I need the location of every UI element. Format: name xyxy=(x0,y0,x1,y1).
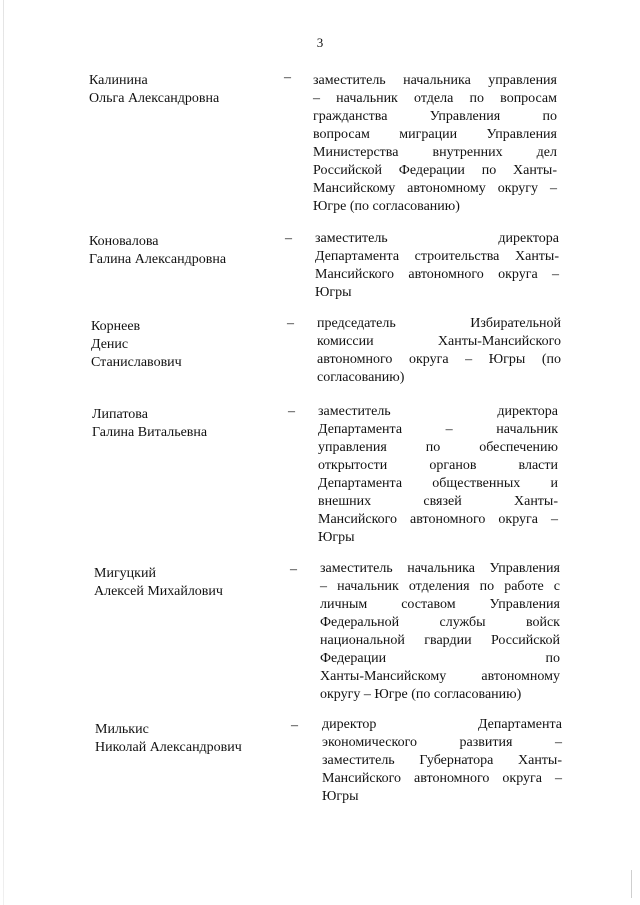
role-line: управления по обеспечению xyxy=(318,440,558,455)
role-line: комиссии Ханты-Мансийского xyxy=(317,334,561,349)
role-line: Югры xyxy=(322,789,359,804)
role-line: гражданства Управления по xyxy=(313,109,557,124)
role-line: заместитель директора xyxy=(318,404,558,419)
role-line: Российской Федерации по Ханты- xyxy=(313,163,557,178)
person-name-line: Ольга Александровна xyxy=(89,91,220,106)
person-name xyxy=(89,233,279,269)
role-line: Югры xyxy=(315,285,352,300)
person-name-line: Галина Александровна xyxy=(89,252,227,267)
role-line: согласованию) xyxy=(317,370,405,385)
person-role xyxy=(317,315,561,387)
role-line: национальной гвардии Российской xyxy=(320,633,560,648)
role-line: Мансийского автономного округа – xyxy=(322,771,562,786)
separator-dash: – xyxy=(284,70,291,85)
separator-dash: – xyxy=(287,316,294,331)
role-line: директор Департамента xyxy=(322,717,562,732)
role-line: – начальник отдела по вопросам xyxy=(313,91,557,106)
role-line: Мансийского автономного округа – xyxy=(315,267,559,282)
person-name-line: Николай Александрович xyxy=(95,740,242,755)
person-name xyxy=(92,406,282,442)
role-line: Ханты-Мансийскому автономному xyxy=(320,669,560,684)
person-name-line: Коновалова xyxy=(89,234,159,249)
person-role xyxy=(318,403,558,547)
person-name-line: Милькис xyxy=(95,722,149,737)
person-role xyxy=(313,72,557,216)
role-line: Югры xyxy=(318,530,355,545)
person-name-line: Мигуцкий xyxy=(94,566,156,581)
role-line: Мансийскому автономному округу – xyxy=(313,181,557,196)
person-role xyxy=(320,560,560,704)
role-line: заместитель начальника управления xyxy=(313,73,557,88)
role-line: Югре (по согласованию) xyxy=(313,199,460,214)
scan-edge-right xyxy=(631,870,632,898)
person-name-line: Корнеев xyxy=(91,319,141,334)
person-name-line: Липатова xyxy=(92,407,148,422)
person-role xyxy=(322,716,562,806)
role-line: экономического развития – xyxy=(322,735,562,750)
role-line: вопросам миграции Управления xyxy=(313,127,557,142)
role-line: заместитель начальника Управления xyxy=(320,561,560,576)
role-line: Министерства внутренних дел xyxy=(313,145,557,160)
separator-dash: – xyxy=(290,562,297,577)
role-line: Департамента строительства Ханты- xyxy=(315,249,559,264)
role-line: Департамента общественных и xyxy=(318,476,558,491)
person-name xyxy=(95,721,285,757)
person-name-line: Галина Витальевна xyxy=(92,425,208,440)
role-line: личным составом Управления xyxy=(320,597,560,612)
person-name-line: Станиславович xyxy=(91,355,182,370)
role-line: открытости органов власти xyxy=(318,458,558,473)
separator-dash: – xyxy=(291,718,298,733)
role-line: председатель Избирательной xyxy=(317,316,561,331)
role-line: заместитель Губернатора Ханты- xyxy=(322,753,562,768)
scan-edge-left xyxy=(3,0,4,905)
separator-dash: – xyxy=(285,231,292,246)
person-name xyxy=(94,565,284,601)
role-line: внешних связей Ханты- xyxy=(318,494,558,509)
role-line: Федеральной службы войск xyxy=(320,615,560,630)
person-name-line: Калинина xyxy=(89,73,148,88)
person-name-line: Алексей Михайлович xyxy=(94,584,223,599)
role-line: Департамента – начальник xyxy=(318,422,558,437)
person-role xyxy=(315,230,559,302)
person-name-line: Денис xyxy=(91,337,129,352)
role-line: – начальник отделения по работе с xyxy=(320,579,560,594)
role-line: заместитель директора xyxy=(315,231,559,246)
role-line: округу – Югре (по согласованию) xyxy=(320,687,522,702)
role-line: Мансийского автономного округа – xyxy=(318,512,558,527)
person-name xyxy=(89,72,279,108)
role-line: Федерации по xyxy=(320,651,560,666)
person-name xyxy=(91,318,281,372)
role-line: автономного округа – Югры (по xyxy=(317,352,561,367)
separator-dash: – xyxy=(288,404,295,419)
page-number: 3 xyxy=(316,35,324,50)
